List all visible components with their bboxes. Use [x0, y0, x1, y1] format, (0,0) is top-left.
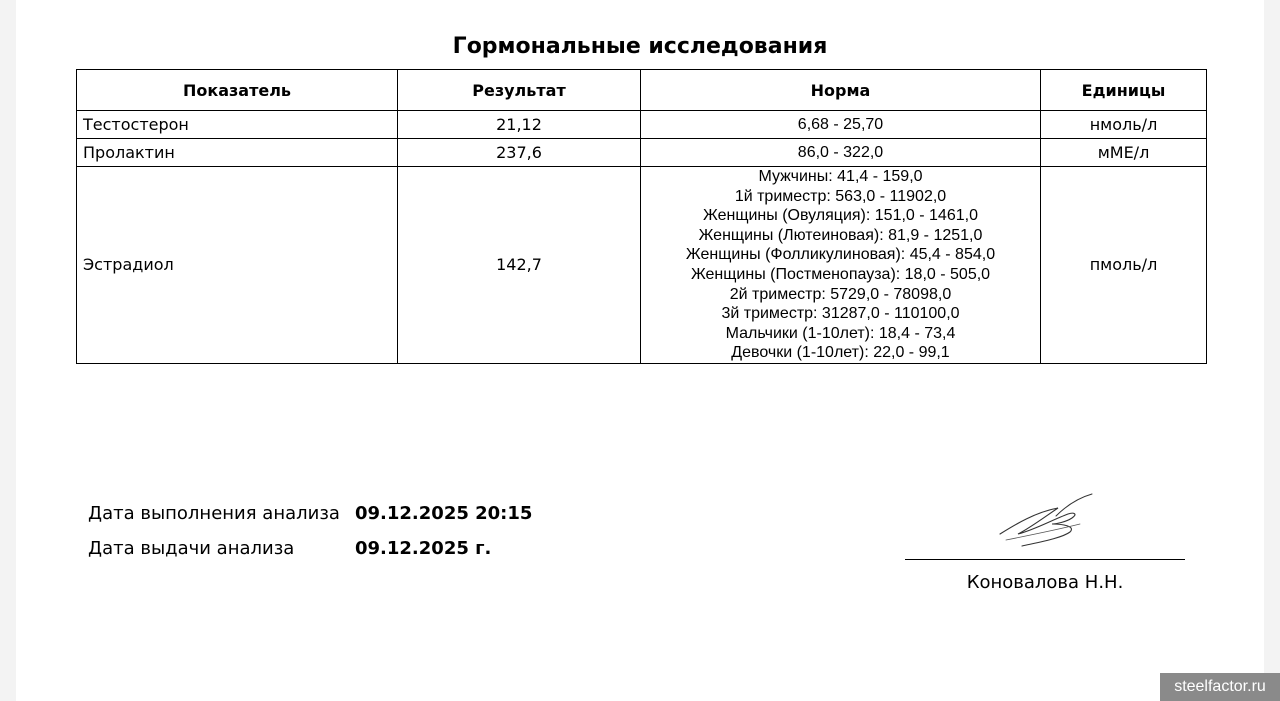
cell-norm: 86,0 - 322,0 — [641, 139, 1041, 167]
cell-norm: 6,68 - 25,70 — [641, 111, 1041, 139]
results-table — [76, 69, 1207, 364]
cell-unit: мМЕ/л — [1041, 139, 1207, 167]
cell-result: 21,12 — [398, 111, 641, 139]
norm-line: 1й триместр: 563,0 - 11902,0 — [734, 187, 947, 205]
table-row — [77, 167, 1207, 364]
signatory-name: Коновалова Н.Н. — [966, 572, 1124, 593]
document-title: Гормональные исследования — [452, 34, 828, 59]
cell-name: Тестостерон — [77, 111, 398, 139]
table-row — [77, 111, 1207, 139]
issue-date-label: Дата выдачи анализа — [88, 538, 295, 559]
header-result: Результат — [398, 70, 641, 111]
norm-line: 3й триместр: 31287,0 - 110100,0 — [721, 305, 960, 323]
header-norm: Норма — [641, 70, 1041, 111]
norm-line: Женщины (Лютеиновая): 81,9 - 1251,0 — [698, 226, 983, 244]
cell-name: Пролактин — [77, 139, 398, 167]
cell-unit: нмоль/л — [1041, 111, 1207, 139]
cell-result: 142,7 — [398, 167, 641, 364]
norm-line: Мальчики (1-10лет): 18,4 - 73,4 — [725, 324, 956, 342]
norm-line: Женщины (Овуляция): 151,0 - 1461,0 — [703, 207, 978, 225]
handwritten-signature — [996, 490, 1106, 554]
cell-norm — [641, 167, 1041, 364]
norm-line: Мужчины: 41,4 - 159,0 — [758, 168, 923, 185]
norm-line: 2й триместр: 5729,0 - 78098,0 — [729, 285, 952, 303]
norm-line: Женщины (Постменопауза): 18,0 - 505,0 — [690, 265, 991, 283]
cell-result: 237,6 — [398, 139, 641, 167]
issue-date-value: 09.12.2025 г. — [355, 538, 492, 559]
norm-line: Женщины (Фолликулиновая): 45,4 - 854,0 — [685, 246, 996, 264]
table-header-row — [77, 70, 1207, 111]
header-unit: Единицы — [1041, 70, 1207, 111]
analysis-date-label: Дата выполнения анализа — [88, 503, 340, 524]
cell-name: Эстрадиол — [77, 167, 398, 364]
analysis-date-value: 09.12.2025 20:15 — [355, 503, 533, 524]
document-page — [16, 0, 1264, 701]
signature-line — [905, 559, 1185, 560]
cell-unit: пмоль/л — [1041, 167, 1207, 364]
table-row — [77, 139, 1207, 167]
watermark-badge: steelfactor.ru — [1160, 673, 1280, 701]
header-name: Показатель — [77, 70, 398, 111]
norm-line: Девочки (1-10лет): 22,0 - 99,1 — [731, 344, 950, 362]
